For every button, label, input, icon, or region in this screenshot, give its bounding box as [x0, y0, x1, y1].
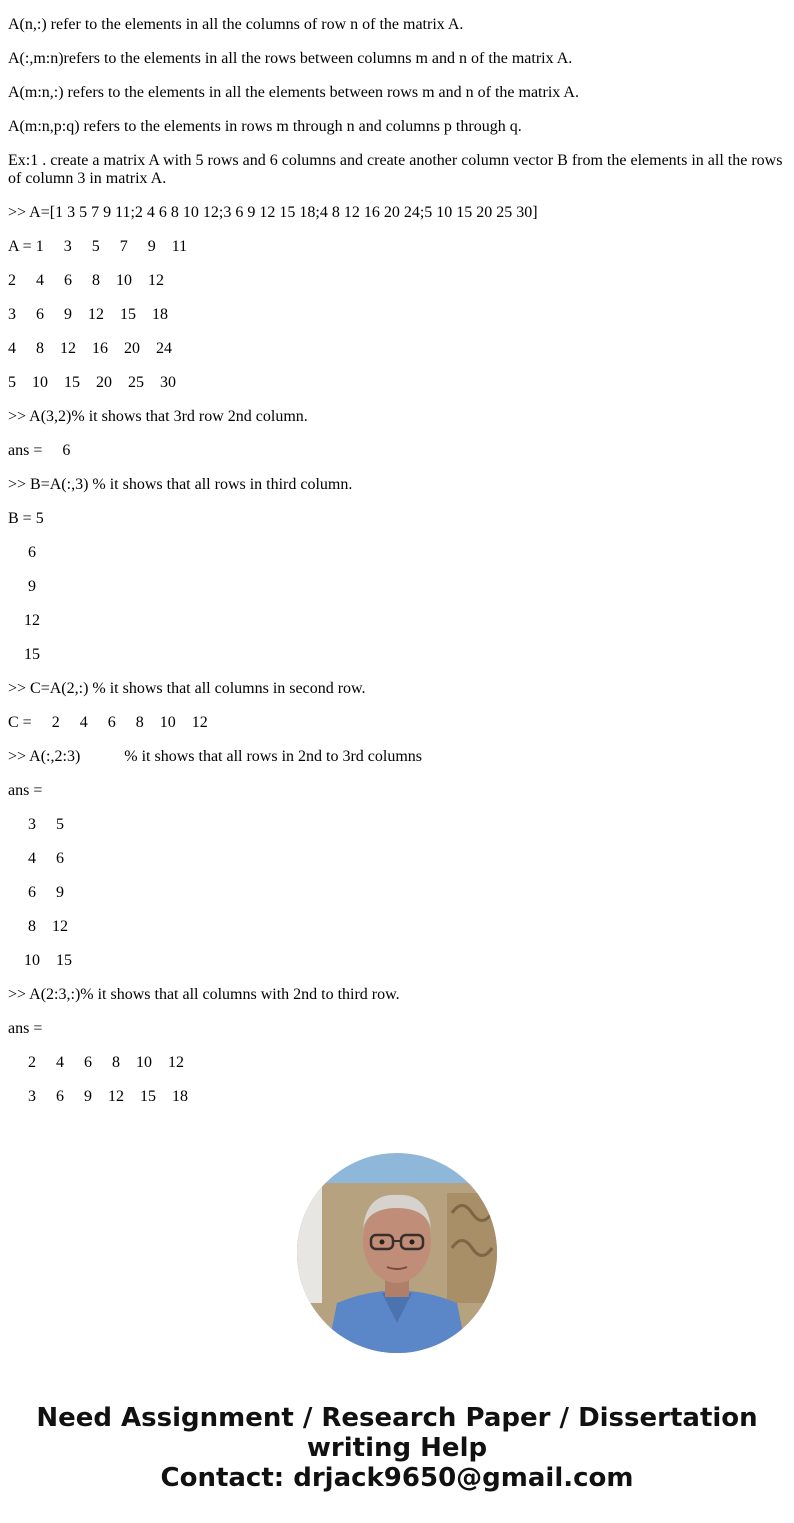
code-line: 9 [8, 578, 36, 595]
code-line: 4 8 12 16 20 24 [8, 340, 172, 357]
code-line: C = 2 4 6 8 10 12 [8, 714, 208, 731]
code-line: 15 [8, 646, 40, 663]
author-photo-icon [297, 1153, 497, 1353]
code-line: 8 12 [8, 918, 68, 935]
code-line: 12 [8, 612, 40, 629]
code-line: 6 [8, 544, 36, 561]
contact-banner [0, 1403, 794, 1493]
code-line: >> A(2:3,:)% it shows that all columns with 2nd to third row. [8, 986, 400, 1003]
text-line: A(m:n,:) refers to the elements in all the elements between rows m and n of the matrix A. [8, 84, 579, 101]
code-line: ans = [8, 782, 43, 799]
banner-line: Need Assignment / Research Paper / Dissertation [36, 1403, 758, 1433]
code-line: ans = 6 [8, 442, 71, 459]
banner-line: writing Help [306, 1433, 488, 1463]
text-line: Ex:1 . create a matrix A with 5 rows and 6 columns and create another column vector B from the elements in all the rows of column 3 in matrix A. [8, 152, 783, 187]
code-line: >> C=A(2,:) % it shows that all columns in second row. [8, 680, 366, 697]
code-line: A = 1 3 5 7 9 11 [8, 238, 188, 255]
contact-email[interactable]: Contact: drjack9650@gmail.com [160, 1463, 634, 1493]
code-line: 3 5 [8, 816, 64, 833]
code-line: 3 6 9 12 15 18 [8, 306, 168, 323]
article-body [8, 0, 788, 1122]
code-line: >> B=A(:,3) % it shows that all rows in third column. [8, 476, 353, 493]
text-line: A(m:n,p:q) refers to the elements in rows m through n and columns p through q. [8, 118, 522, 135]
text-line: A(:,m:n)refers to the elements in all the rows between columns m and n of the matrix A. [8, 50, 573, 67]
code-line: >> A(:,2:3) % it shows that all rows in 2nd to 3rd columns [8, 748, 423, 765]
code-line: >> A(3,2)% it shows that 3rd row 2nd column. [8, 408, 308, 425]
code-line: 10 15 [8, 952, 72, 969]
code-line: 2 4 6 8 10 12 [8, 1054, 184, 1071]
code-line: B = 5 [8, 510, 44, 527]
text-line: A(n,:) refer to the elements in all the columns of row n of the matrix A. [8, 16, 464, 33]
code-line: ans = [8, 1020, 43, 1037]
code-line: 4 6 [8, 850, 64, 867]
code-line: 5 10 15 20 25 30 [8, 374, 176, 391]
code-line: 2 4 6 8 10 12 [8, 272, 164, 289]
author-avatar [297, 1153, 497, 1353]
code-line: 6 9 [8, 884, 64, 901]
code-line: >> A=[1 3 5 7 9 11;2 4 6 8 10 12;3 6 9 12 15 18;4 8 12 16 20 24;5 10 15 20 25 30] [8, 204, 538, 221]
code-line: 3 6 9 12 15 18 [8, 1088, 188, 1105]
